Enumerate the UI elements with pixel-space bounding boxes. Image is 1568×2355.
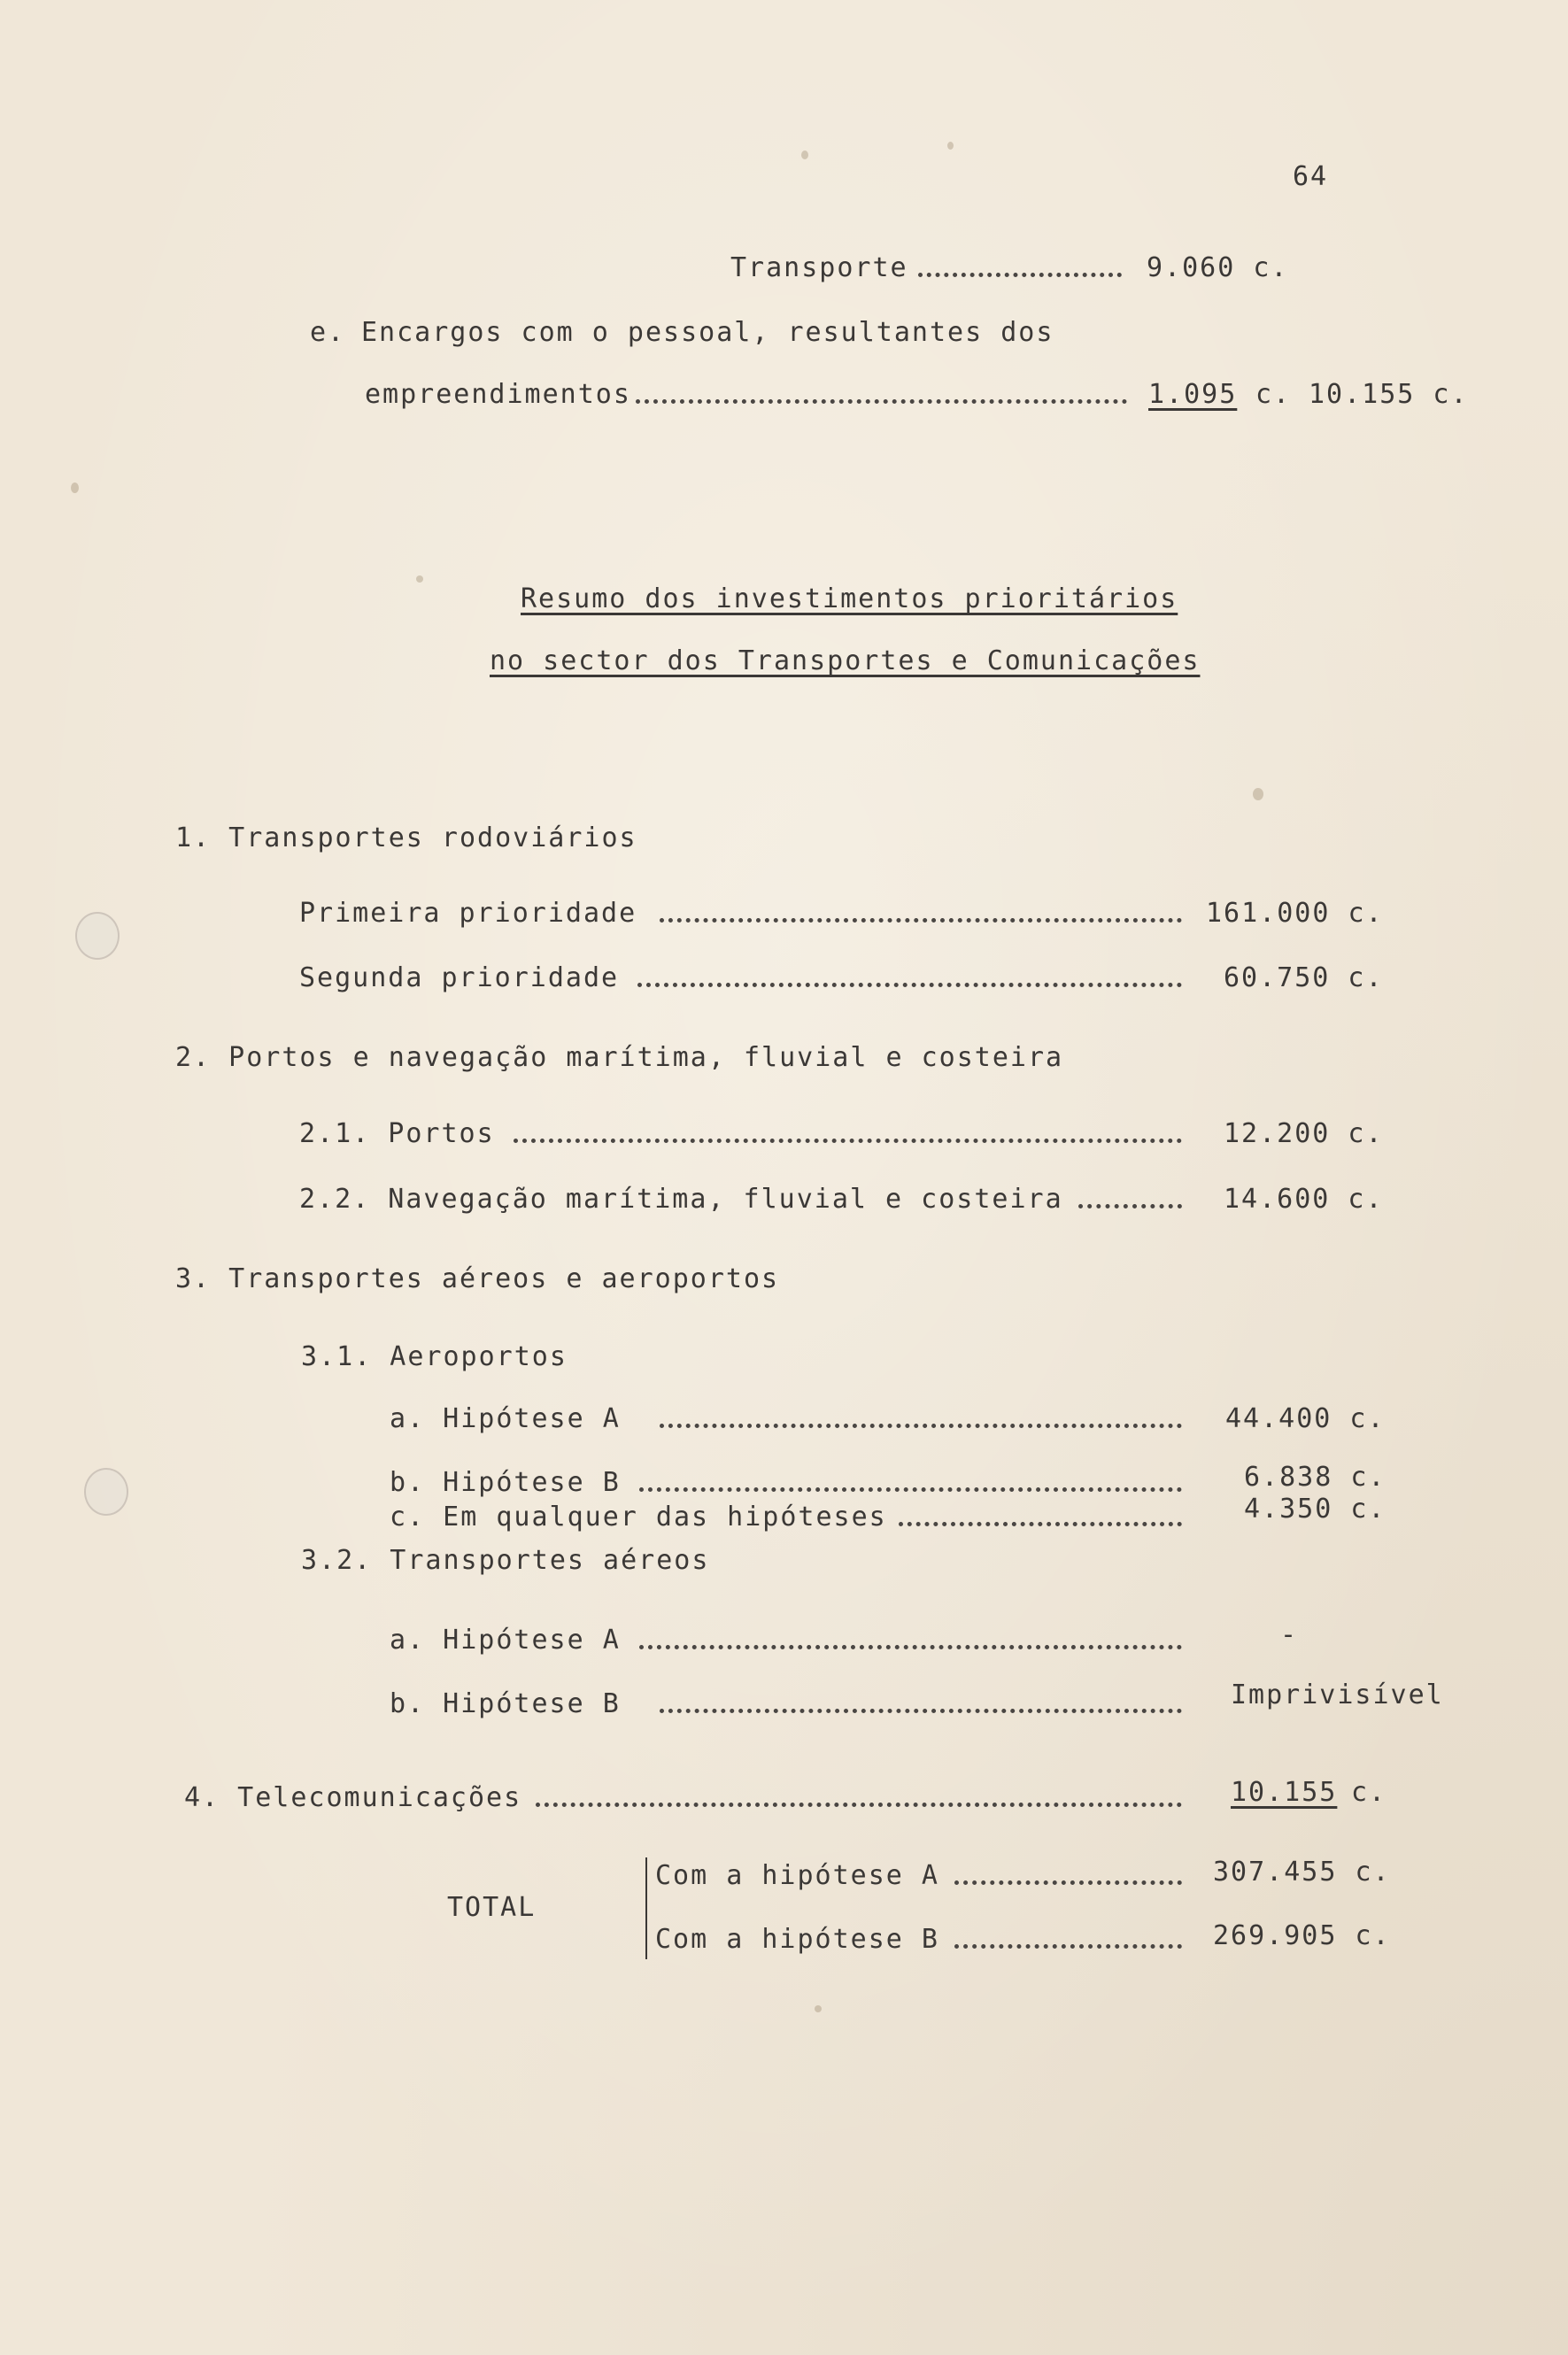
paper-spot	[815, 2005, 822, 2012]
s2-item-2-label: 2.2. Navegação marítima, fluvial e costeira	[299, 1184, 1063, 1215]
leader-dots	[637, 983, 1182, 987]
paper-spot	[801, 151, 808, 159]
leader-dots	[918, 273, 1122, 277]
s3-sub2-heading: 3.2. Transportes aéreos	[301, 1545, 710, 1576]
s1-item-1-label: Primeira prioridade	[299, 898, 637, 929]
s3-sub2-item-b-label: b. Hipótese B	[390, 1688, 621, 1719]
leader-dots	[899, 1522, 1182, 1526]
total-row-a-label: Com a hipótese A	[655, 1860, 939, 1891]
leader-dots	[514, 1139, 1182, 1143]
paper-spot	[947, 142, 954, 150]
item-e-line2: empreendimentos	[365, 379, 631, 410]
section-4-heading: 4. Telecomunicações	[184, 1782, 522, 1813]
total-label: TOTAL	[447, 1892, 537, 1923]
s3-sub1-item-a-label: a. Hipótese A	[390, 1403, 621, 1434]
section-4-unit: c.	[1351, 1777, 1387, 1808]
item-e-total: 10.155 c.	[1309, 379, 1469, 410]
s1-item-2-label: Segunda prioridade	[299, 962, 620, 993]
s3-sub1-item-c-value: 4.350 c.	[1244, 1494, 1386, 1525]
leader-dots	[660, 918, 1182, 923]
paper-spot	[1253, 788, 1263, 800]
punch-hole	[84, 1468, 128, 1516]
section-1-heading: 1. Transportes rodoviários	[175, 822, 637, 853]
total-row-b-label: Com a hipótese B	[655, 1924, 939, 1955]
page-number: 64	[1293, 161, 1329, 192]
s3-sub1-item-b-label: b. Hipótese B	[390, 1467, 621, 1498]
summary-title-line2: no sector dos Transportes e Comunicações	[490, 645, 1201, 676]
punch-hole	[75, 912, 120, 960]
total-bracket-line	[645, 1857, 647, 1959]
s1-item-1-value: 161.000 c.	[1206, 898, 1384, 929]
s3-sub2-item-b-value: Imprivisível	[1231, 1679, 1444, 1710]
item-e-value-unit: c.	[1255, 379, 1292, 410]
item-e-marker: e.	[310, 317, 346, 348]
paper-spot	[416, 575, 423, 583]
section-3-heading: 3. Transportes aéreos e aeroportos	[175, 1263, 780, 1294]
item-e-value: 1.095	[1148, 379, 1238, 410]
item-e-line1: Encargos com o pessoal, resultantes dos	[361, 317, 1054, 348]
total-row-a-value: 307.455 c.	[1213, 1857, 1391, 1888]
s2-item-2-value: 14.600 c.	[1224, 1184, 1384, 1215]
total-row-b-value: 269.905 c.	[1213, 1920, 1391, 1951]
section-4-value: 10.155	[1231, 1777, 1338, 1808]
leader-dots	[1078, 1204, 1182, 1208]
leader-dots	[639, 1645, 1182, 1649]
summary-title-line1: Resumo dos investimentos prioritários	[521, 583, 1178, 614]
s3-sub2-item-a-value: -	[1280, 1619, 1299, 1650]
leader-dots	[639, 1487, 1182, 1492]
paper-spot	[71, 483, 79, 493]
s3-sub1-item-a-value: 44.400 c.	[1225, 1403, 1386, 1434]
s3-sub1-item-c-label: c. Em qualquer das hipóteses	[390, 1502, 887, 1533]
s3-sub1-heading: 3.1. Aeroportos	[301, 1341, 568, 1372]
s2-item-1-label: 2.1. Portos	[299, 1118, 495, 1149]
s3-sub1-item-b-value: 6.838 c.	[1244, 1462, 1386, 1493]
leader-dots	[660, 1709, 1182, 1713]
leader-dots	[954, 1944, 1182, 1949]
section-2-heading: 2. Portos e navegação marítima, fluvial e costeira	[175, 1042, 1064, 1073]
leader-dots	[636, 399, 1127, 404]
leader-dots	[660, 1424, 1182, 1428]
transport-value: 9.060 c.	[1147, 252, 1289, 283]
s1-item-2-value: 60.750 c.	[1224, 962, 1384, 993]
leader-dots	[954, 1880, 1182, 1885]
s2-item-1-value: 12.200 c.	[1224, 1118, 1384, 1149]
transport-label: Transporte	[730, 252, 908, 283]
s3-sub2-item-a-label: a. Hipótese A	[390, 1625, 621, 1656]
leader-dots	[536, 1803, 1182, 1807]
